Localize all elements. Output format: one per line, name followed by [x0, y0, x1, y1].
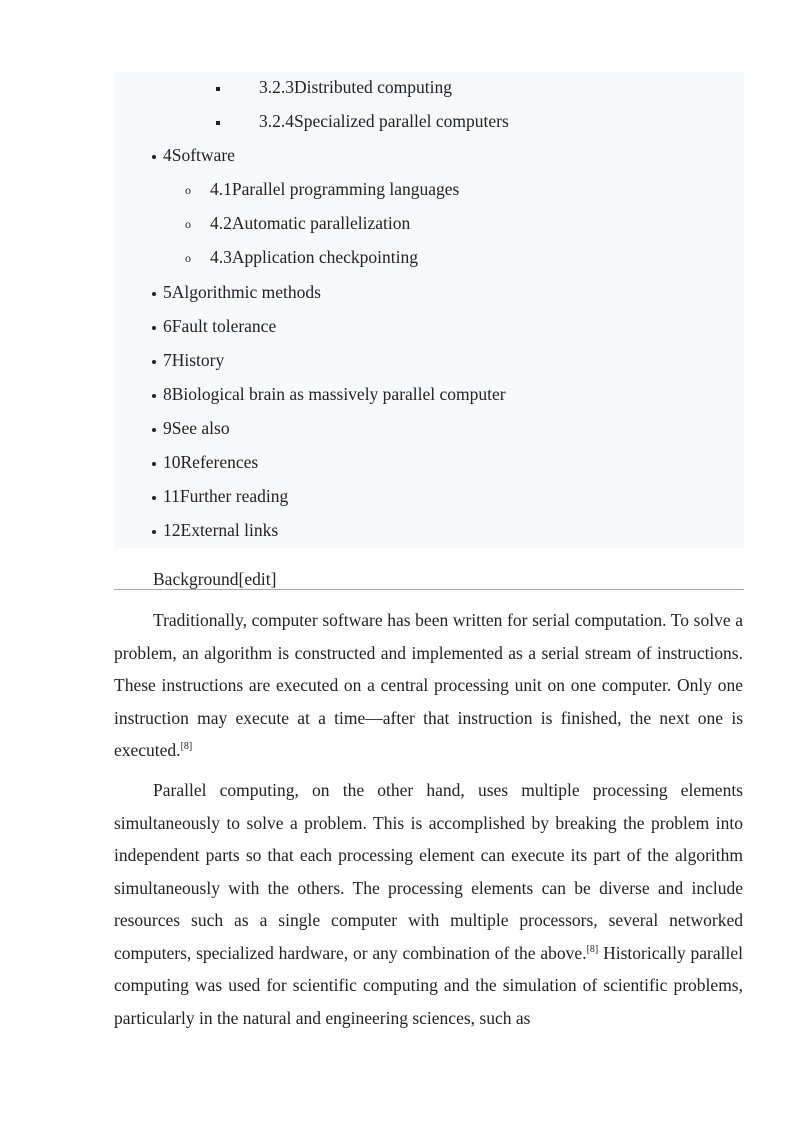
dot-bullet-icon [152, 326, 156, 330]
toc-item-12[interactable]: 12External links [163, 520, 279, 540]
circle-bullet-icon: o [185, 183, 191, 197]
dot-bullet-icon [152, 155, 156, 159]
paragraph-text: Historically parallel computing was used for scientific computing and the simulation of scientific problems, particularly in the natural and engineering sciences, such as [114, 942, 743, 1028]
dot-bullet-icon [152, 292, 156, 296]
dot-bullet-icon [152, 496, 156, 500]
circle-bullet-icon: o [185, 251, 191, 265]
toc-item-5[interactable]: 5Algorithmic methods [163, 282, 321, 302]
square-bullet-icon [216, 87, 220, 91]
dot-bullet-icon [152, 530, 156, 534]
paragraph-parallel-computing [114, 774, 743, 1034]
square-bullet-icon [216, 121, 220, 125]
dot-bullet-icon [152, 360, 156, 364]
section-heading: Background[edit] [153, 569, 277, 589]
toc-item-3-2-4[interactable]: 3.2.4Specialized parallel computers [259, 111, 509, 131]
toc-item-4-3[interactable]: 4.3Application checkpointing [210, 247, 419, 267]
toc-item-3-2-3[interactable]: 3.2.3Distributed computing [259, 77, 452, 97]
toc-item-4-1[interactable]: 4.1Parallel programming languages [210, 179, 460, 199]
citation-link[interactable]: [8] [586, 943, 599, 955]
toc-item-10[interactable]: 10References [163, 452, 259, 472]
toc-item-8[interactable]: 8Biological brain as massively parallel computer [163, 384, 506, 404]
toc-item-9[interactable]: 9See also [163, 418, 230, 438]
citation-link[interactable]: [8] [180, 741, 193, 753]
dot-bullet-icon [152, 428, 156, 432]
toc-item-4[interactable]: 4Software [163, 145, 235, 165]
dot-bullet-icon [152, 394, 156, 398]
paragraph-text: Parallel computing, on the other hand, uses multiple processing elements simultaneously to solve a problem. This is accomplished by breaking the problem into independent parts so that each processing element can execute its part of the algorithm simultaneously with the others. The processing elements can be diverse and include resources such as a single computer with multiple processors, several networked computers, specialized hardware, or any combination of the above. [114, 780, 743, 963]
circle-bullet-icon: o [185, 217, 191, 231]
paragraph-serial-computation [114, 604, 743, 767]
dot-bullet-icon [152, 462, 156, 466]
toc-item-11[interactable]: 11Further reading [163, 486, 289, 506]
heading-divider [114, 589, 744, 590]
paragraph-text: Traditionally, computer software has been written for serial computation. To solve a problem, an algorithm is constructed and implemented as a serial stream of instructions. These instructions are executed on a central processing unit on one computer. Only one instruction may execute at a time—after that instruction is finished, the next one is executed. [114, 610, 743, 760]
toc-item-7[interactable]: 7History [163, 350, 225, 370]
toc-item-6[interactable]: 6Fault tolerance [163, 316, 277, 336]
toc-item-4-2[interactable]: 4.2Automatic parallelization [210, 213, 411, 233]
